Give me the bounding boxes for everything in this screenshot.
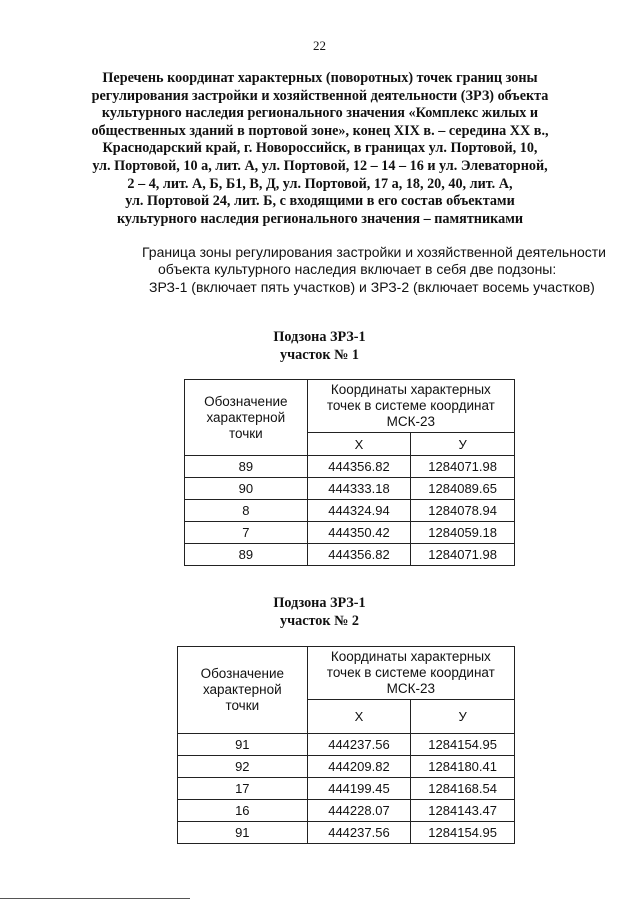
- point-cell: 17: [178, 778, 308, 800]
- x-cell: 444356.82: [307, 544, 411, 566]
- intro-line: ЗРЗ-1 (включает пять участков) и ЗРЗ-2 (включает восемь участков): [149, 279, 595, 295]
- section-title: [0, 594, 639, 630]
- heading-line: культурного наследия регионального значения – памятниками: [116, 210, 524, 227]
- heading-line: ул. Портовой, 10 а, лит. А, ул. Портовой, 12 – 14 – 16 и ул. Элеваторной,: [92, 157, 548, 174]
- heading-line: культурного наследия регионального значения «Комплекс жилых и: [101, 105, 539, 122]
- table-row: [185, 522, 515, 544]
- point-column-header: Обозначение характерной точки: [185, 380, 308, 456]
- x-cell: 444324.94: [307, 500, 411, 522]
- heading-line: общественных зданий в портовой зоне», конец XIX в. – середина XX в.,: [91, 122, 549, 139]
- heading-line: регулирования застройки и хозяйственной деятельности (ЗРЗ) объекта: [91, 87, 549, 104]
- document-heading: [60, 70, 580, 228]
- coordinates-table: [177, 646, 515, 844]
- table-row: [185, 478, 515, 500]
- heading-line: Перечень координат характерных (поворотных) точек границ зоны: [102, 70, 538, 86]
- page-number: 22: [313, 38, 326, 53]
- coordinates-column-header: Координаты характерных точек в системе координат МСК-23: [307, 380, 514, 433]
- y-cell: 1284071.98: [411, 544, 515, 566]
- x-cell: 444237.56: [307, 734, 411, 756]
- point-cell: 92: [178, 756, 308, 778]
- table-row: [178, 822, 515, 844]
- y-cell: 1284180.41: [411, 756, 515, 778]
- plot-title: участок № 1: [280, 347, 359, 363]
- table-row: [185, 500, 515, 522]
- x-column-header: X: [307, 433, 411, 456]
- y-cell: 1284078.94: [411, 500, 515, 522]
- table-row: [185, 544, 515, 566]
- point-cell: 89: [185, 456, 308, 478]
- point-cell: 91: [178, 734, 308, 756]
- coordinates-table: [184, 379, 515, 566]
- y-cell: 1284143.47: [411, 800, 515, 822]
- intro-line: объекта культурного наследия включает в себя две подзоны:: [158, 261, 557, 277]
- x-cell: 444350.42: [307, 522, 411, 544]
- section-title: [0, 328, 639, 364]
- point-cell: 8: [185, 500, 308, 522]
- table-row: [178, 800, 515, 822]
- point-cell: 89: [185, 544, 308, 566]
- point-cell: 90: [185, 478, 308, 500]
- y-column-header: У: [411, 700, 515, 734]
- plot-title: участок № 2: [280, 613, 359, 629]
- page-edge-divider: [0, 898, 190, 899]
- point-cell: 91: [178, 822, 308, 844]
- table-row: [178, 756, 515, 778]
- point-column-header: Обозначение характерной точки: [178, 647, 308, 734]
- y-cell: 1284089.65: [411, 478, 515, 500]
- table-row: [178, 734, 515, 756]
- y-column-header: У: [411, 433, 515, 456]
- y-cell: 1284071.98: [411, 456, 515, 478]
- x-column-header: X: [307, 700, 411, 734]
- point-cell: 7: [185, 522, 308, 544]
- coordinates-column-header: Координаты характерных точек в системе координат МСК-23: [307, 647, 514, 700]
- x-cell: 444199.45: [307, 778, 411, 800]
- heading-line: 2 – 4, лит. А, Б, Б1, В, Д, ул. Портовой, 17 а, 18, 20, 40, лит. А,: [127, 175, 513, 192]
- x-cell: 444237.56: [307, 822, 411, 844]
- subzone-title: Подзона ЗРЗ-1: [273, 595, 366, 611]
- subzone-title: Подзона ЗРЗ-1: [273, 329, 366, 345]
- x-cell: 444228.07: [307, 800, 411, 822]
- point-cell: 16: [178, 800, 308, 822]
- y-cell: 1284059.18: [411, 522, 515, 544]
- x-cell: 444209.82: [307, 756, 411, 778]
- x-cell: 444356.82: [307, 456, 411, 478]
- y-cell: 1284154.95: [411, 734, 515, 756]
- intro-line: Граница зоны регулирования застройки и хозяйственной деятельности: [142, 244, 606, 260]
- table-row: [178, 778, 515, 800]
- table-row: [185, 456, 515, 478]
- y-cell: 1284168.54: [411, 778, 515, 800]
- heading-line: ул. Портовой 24, лит. Б, с входящими в его состав объектами: [125, 193, 515, 210]
- y-cell: 1284154.95: [411, 822, 515, 844]
- x-cell: 444333.18: [307, 478, 411, 500]
- heading-line: Краснодарский край, г. Новороссийск, в границах ул. Портовой, 10,: [102, 140, 538, 157]
